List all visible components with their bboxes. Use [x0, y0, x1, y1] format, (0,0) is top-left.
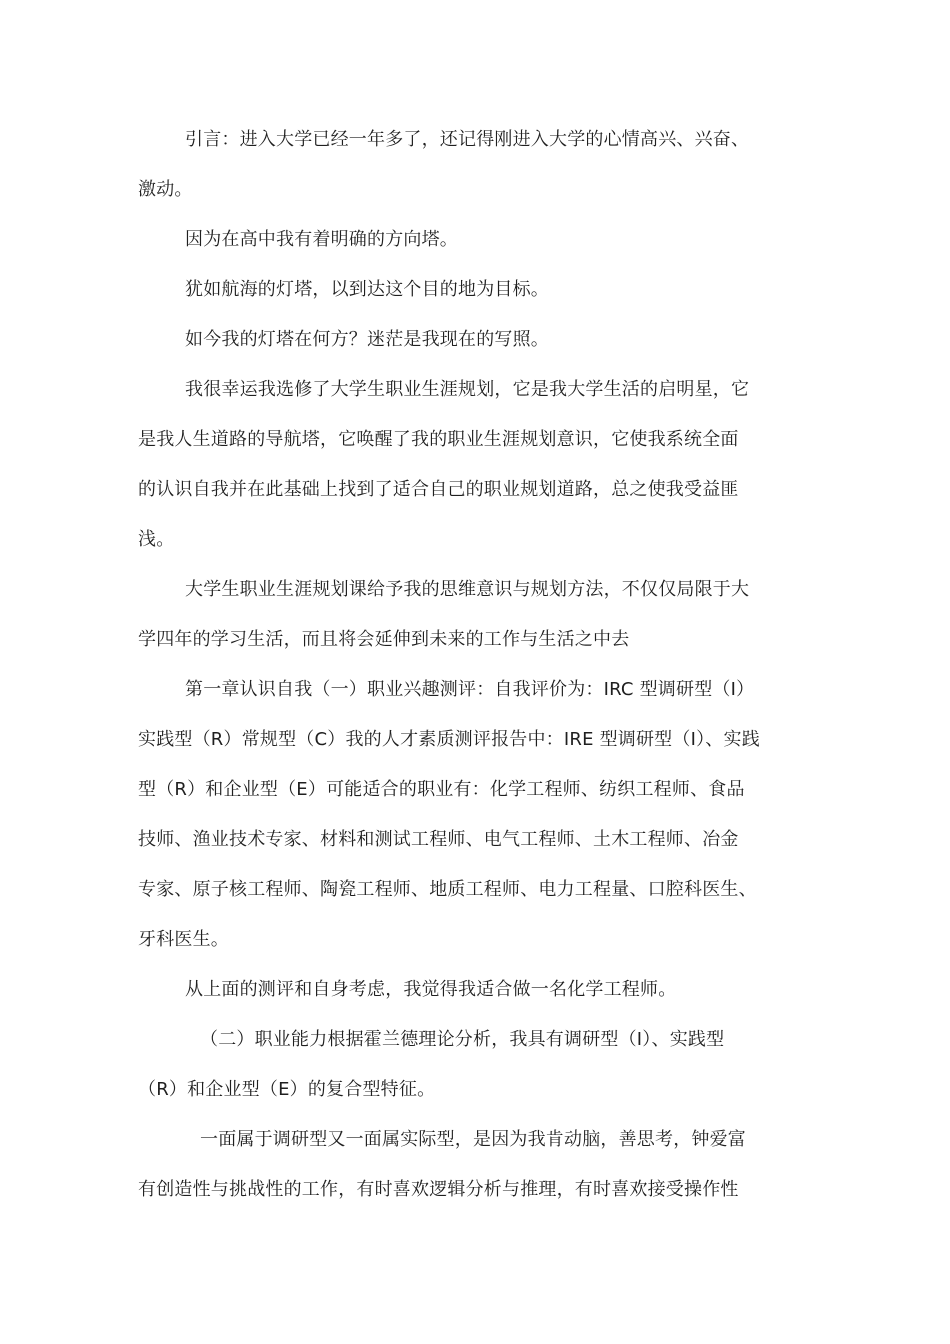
text-line: 犹如航海的灯塔，以到达这个目的地为目标。: [185, 279, 549, 300]
text-line: 的认识自我并在此基础上找到了适合自己的职业规划道路，总之使我受益匪: [138, 479, 739, 500]
text-line: 牙科医生。: [138, 929, 229, 950]
text-line: 学四年的学习生活，而且将会延伸到未来的工作与生活之中去: [138, 629, 630, 650]
text-line: 大学生职业生涯规划课给予我的思维意识与规划方法，不仅仅局限于大: [185, 579, 750, 600]
text-line: 浅。: [138, 529, 175, 550]
text-line: 是我人生道路的导航塔，它唤醒了我的职业生涯规划意识，它使我系统全面: [138, 429, 739, 450]
text-line: 激动。: [138, 179, 193, 200]
text-line: 第一章认识自我（一）职业兴趣测评：自我评价为：IRC 型调研型（I）: [185, 679, 755, 700]
text-line: 如今我的灯塔在何方？迷茫是我现在的写照。: [185, 329, 549, 350]
text-line: （R）和企业型（E）的复合型特征。: [138, 1079, 436, 1100]
text-line: 型（R）和企业型（E）可能适合的职业有：化学工程师、纺织工程师、食品: [138, 779, 745, 800]
text-line: 一面属于调研型又一面属实际型，是因为我肯动脑，善思考，钟爱富: [200, 1129, 746, 1150]
text-line: 有创造性与挑战性的工作，有时喜欢逻辑分析与推理，有时喜欢接受操作性: [138, 1179, 739, 1200]
text-line: 因为在高中我有着明确的方向塔。: [185, 229, 458, 250]
text-line: 我很幸运我选修了大学生职业生涯规划，它是我大学生活的启明星，它: [185, 379, 750, 400]
text-line: （二）职业能力根据霍兰德理论分析，我具有调研型（I）、实践型: [200, 1029, 725, 1050]
text-line: 专家、原子核工程师、陶瓷工程师、地质工程师、电力工程量、口腔科医生、: [138, 879, 757, 900]
text-line: 引言：进入大学已经一年多了，还记得刚进入大学的心情高兴、兴奋、: [185, 129, 750, 150]
text-line: 从上面的测评和自身考虑，我觉得我适合做一名化学工程师。: [185, 979, 677, 1000]
text-line: 技师、渔业技术专家、材料和测试工程师、电气工程师、土木工程师、冶金: [138, 829, 739, 850]
text-line: 实践型（R）常规型（C）我的人才素质测评报告中：IRE 型调研型（I）、实践: [138, 729, 760, 750]
